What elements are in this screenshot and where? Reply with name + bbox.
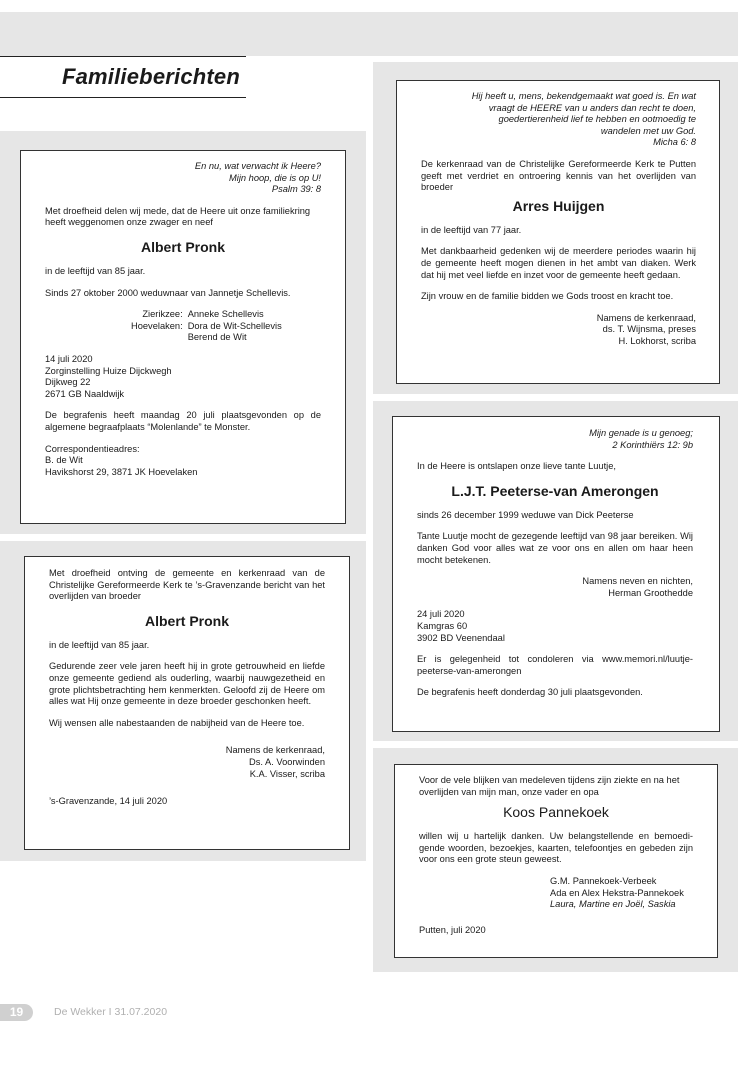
signature-block [421, 313, 696, 348]
address-line: 2671 GB Naaldwijk [45, 388, 125, 399]
correspondence-line: Havikshorst 29, 3871 JK Hoevelaken [45, 466, 198, 477]
relative-row [131, 309, 282, 321]
address-line: 14 juli 2020 [45, 353, 93, 364]
thank-you-koos-pannekoek [394, 764, 718, 958]
motto-line: Mijn genade is u genoeg; [589, 428, 693, 438]
deceased-name: Koos Pannekoek [503, 804, 609, 821]
signature-line: H. Lokhorst, scriba [618, 335, 696, 346]
motto-line: wandelen met uw God. [600, 125, 696, 136]
address-block [417, 609, 693, 644]
intro-text: In de Heere is ontslapen onze lieve tante Luutje, [417, 461, 616, 472]
correspondence-line: Correspondentieadres: [45, 443, 140, 454]
signature-line: Ds. A. Voorwinden [249, 756, 325, 767]
motto-line: Hij heeft u, mens, bekendgemaakt wat goed is. En wat [471, 91, 696, 101]
relative-row [131, 332, 282, 344]
correspondence-block [45, 444, 321, 479]
deceased-name: Arres Huijgen [512, 197, 605, 214]
widow-text: sinds 26 december 1999 weduwe van Dick Peeterse [417, 509, 634, 520]
wish-text: Wij wensen alle nabestaanden de nabijheid van de Heere toe. [49, 717, 305, 728]
motto-line: vraagt de HEERE van u anders dan recht te doen, [488, 102, 696, 113]
relative-place: Zierikzee: [142, 309, 183, 320]
signature-line: ds. T. Wijnsma, preses [602, 324, 696, 335]
signature-block [417, 576, 693, 599]
signature-line: Herman Groothedde [608, 587, 693, 598]
intro-text: Voor de vele blijken van medeleven tijdens zijn ziekte en na het overlijden van mijn man, onze vader en opa [419, 775, 680, 797]
page-number: 19 [0, 1004, 33, 1021]
address-line: Kamgras 60 [417, 620, 468, 631]
publication-info: De Wekker I 31.07.2020 [54, 1006, 168, 1018]
funeral-text: De begrafenis heeft donderdag 30 juli plaatsgevonden. [417, 687, 643, 698]
deceased-name: L.J.T. Peeterse-van Amerongen [451, 482, 659, 499]
age-text: in de leeftijd van 77 jaar. [421, 224, 522, 235]
body-text: Met dankbaarheid gedenken wij de meerdere periodes waarin hij de gemeente heeft mogen dienen in het ambt van diaken. Werk dat hij met veel liefde en inzet voor de gemeente heeft gedaan. [421, 246, 696, 280]
grandchildren-line: Laura, Martine en Joël, Saskia [550, 899, 676, 910]
deceased-name: Albert Pronk [140, 238, 225, 255]
body-text: willen wij u hartelijk danken. Uw belangstellende en bemoedi-gende woorden, bezoekjes, kaarten, telefoontjes en gebeden zijn voor ons een grote steun geweest. [419, 831, 693, 865]
obituary-arres-huijgen [396, 80, 720, 384]
address-block [45, 354, 321, 400]
motto [421, 91, 696, 149]
motto-line: Mijn hoop, die is op U! [229, 172, 321, 183]
obituary-albert-pronk-church [24, 556, 350, 850]
body-text: Tante Luutje mocht de gezegende leeftijd van 98 jaar bereiken. Wij danken God voor alles wat ze voor ons en allen om haar heen mocht betekenen. [417, 531, 693, 565]
motto [45, 161, 321, 196]
relative-place: Hoevelaken: [131, 320, 183, 331]
signature-block [419, 876, 693, 911]
funeral-text: De begrafenis heeft maandag 20 juli plaatsgevonden op de algemene begraafplaats “Molenlande” te Monster. [45, 410, 321, 432]
deceased-name: Albert Pronk [144, 612, 229, 629]
section-title: Familieberichten [61, 64, 240, 89]
correspondence-line: B. de Wit [45, 455, 83, 466]
place-date: ’s-Gravenzande, 14 juli 2020 [49, 796, 168, 807]
age-text: in de leeftijd van 85 jaar. [49, 639, 150, 650]
obituary-albert-pronk-family [20, 150, 346, 524]
address-line: Dijkweg 22 [45, 377, 91, 388]
intro-text: De kerkenraad van de Christelijke Gereformeerde Kerk te Putten geeft met verdriet en ontroering kennis van het overlijden van broeder [421, 158, 696, 193]
obituary-peeterse-van-amerongen [392, 416, 720, 732]
signature-line: K.A. Visser, scriba [249, 768, 325, 779]
body-text: Gedurende zeer vele jaren heeft hij in grote getrouwheid en liefde onze gemeente gediend als ouderling, waarbij nauwgezetheid en grote plichtsbetrachting hem kenmerkten. Geloofd zij de Heere om alles wat Hij onze gemeente in deze broeder geschonken heeft. [49, 661, 325, 707]
motto-line: Psalm 39: 8 [271, 184, 321, 195]
family-text: Zijn vrouw en de familie bidden we Gods troost en kracht toe. [421, 291, 674, 302]
relative-names: Anneke Schellevis [187, 309, 264, 320]
signature-block [49, 745, 325, 780]
relatives-list [131, 309, 282, 344]
relative-place [131, 332, 188, 344]
relative-names: Dora de Wit-Schellevis [187, 320, 282, 331]
page-footer [0, 1004, 400, 1021]
motto-line: En nu, wat verwacht ik Heere? [194, 161, 321, 171]
motto-line: Micha 6: 8 [653, 137, 696, 148]
place-date: Putten, juli 2020 [419, 924, 486, 935]
address-line: 24 juli 2020 [417, 609, 465, 620]
signature-line: G.M. Pannekoek-Verbeek [550, 875, 657, 886]
address-line: Zorginstelling Huize Dijckwegh [45, 365, 172, 376]
intro-text: Met droefheid delen wij mede, dat de Heere uit onze familiekring heeft weggenomen onze zwager en neef [45, 205, 311, 228]
signature-line: Ada en Alex Hekstra-Pannekoek [550, 887, 684, 898]
age-text: in de leeftijd van 85 jaar. [45, 265, 146, 276]
address-line: 3902 BD Veenendaal [417, 632, 505, 643]
signature-line: Namens de kerkenraad, [596, 312, 696, 323]
relative-names: Berend de Wit [187, 332, 247, 343]
intro-text: Met droefheid ontving de gemeente en kerkenraad van de Christelijke Gereformeerde Kerk te ’s-Gravenzande bericht van het overlijden van broeder [49, 568, 325, 602]
header-band [0, 12, 738, 56]
condolence-text: Er is gelegenheid tot condoleren via www.memori.nl/luutje-peeterse-van-amerongen [417, 654, 693, 676]
widower-text: Sinds 27 oktober 2000 weduwnaar van Jannetje Schellevis. [45, 287, 291, 298]
signature-line: Namens neven en nichten, [582, 576, 693, 587]
relative-row [131, 321, 282, 333]
section-header [0, 56, 246, 98]
motto-line: 2 Korinthiërs 12: 9b [612, 439, 693, 450]
motto [417, 428, 693, 451]
motto-line: goedertierenheid lief te hebben en ootmoedig te [498, 114, 696, 125]
signature-line: Namens de kerkenraad, [225, 745, 325, 756]
